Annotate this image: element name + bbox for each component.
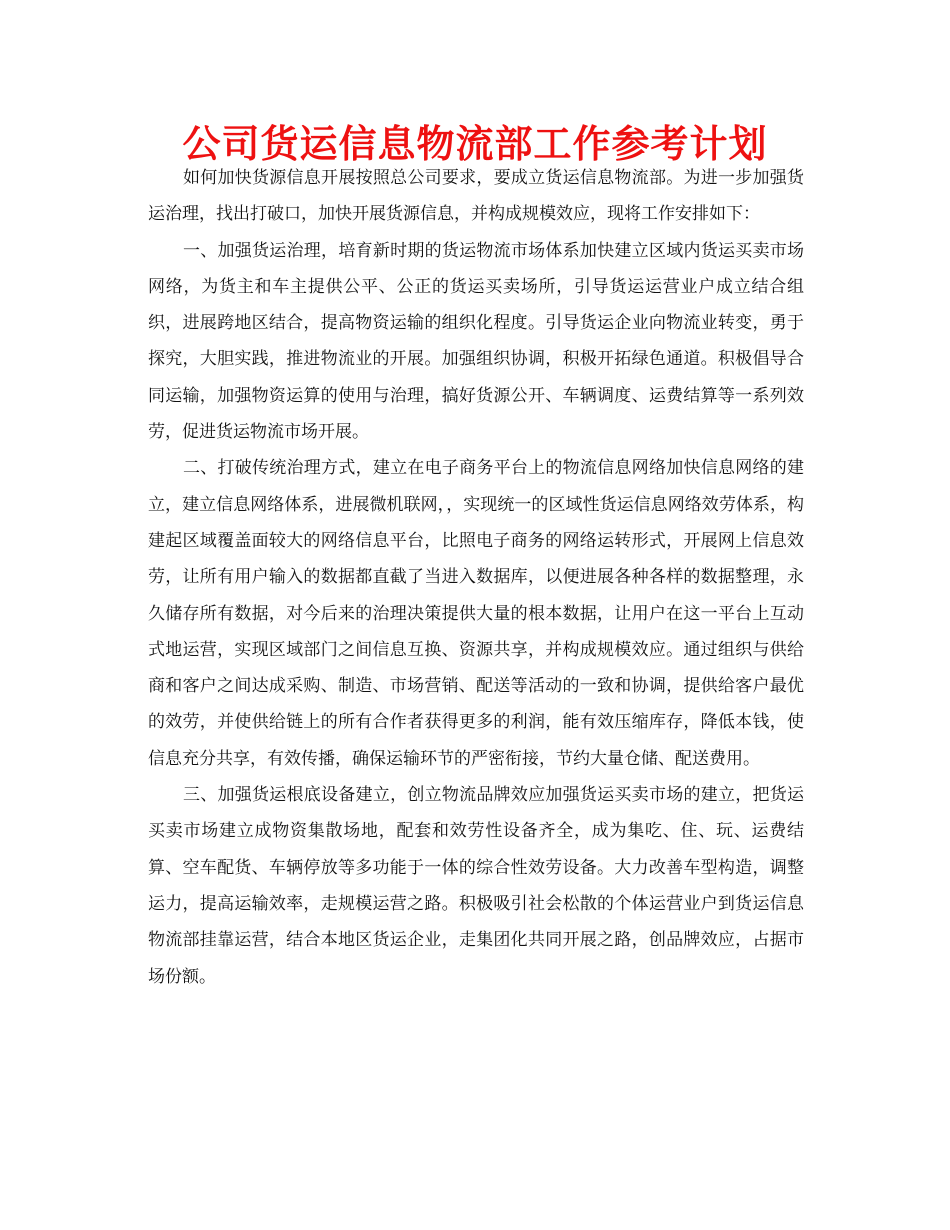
document-title: 公司货运信息物流部工作参考计划 xyxy=(182,121,768,166)
document-body xyxy=(148,160,804,995)
section-two-paragraph: 二、打破传统治理方式，建立在电子商务平台上的物流信息网络加快信息网络的建立，建立信息网络体系，进展微机联网，，实现统一的区域性货运信息网络效劳体系，构建起区域覆盖面较大的网络信息平台，比照电子商务的网络运转形式，开展网上信息效劳，让所有用户输入的数据都直截了当进入数据库，以便进展各种各样的数据整理，永久储存所有数据，对今后来的治理决策提供大量的根本数据，让用户在这一平台上互动式地运营，实现区域部门之间信息互换、资源共享，并构成规模效应。通过组织与供给商和客户之间达成采购、制造、市场营销、配送等活动的一致和协调，提供给客户最优的效劳，并使供给链上的所有合作者获得更多的利润，能有效压缩库存，降低本钱，使信息充分共享，有效传播，确保运输环节的严密衔接，节约大量仓储、配送费用。 xyxy=(148,458,804,769)
intro-paragraph: 如何加快货源信息开展按照总公司要求，要成立货运信息物流部。为进一步加强货运治理，找出打破口，加快开展货源信息，并构成规模效应，现将工作安排如下： xyxy=(148,168,804,225)
section-three-paragraph: 三、加强货运根底设备建立，创立物流品牌效应加强货运买卖市场的建立，把货运买卖市场建立成物资集散场地，配套和效劳性设备齐全，成为集吃、住、玩、运费结算、空车配货、车辆停放等多功能于一体的综合性效劳设备。大力改善车型构造，调整运力，提高运输效率，走规模运营之路。积极吸引社会松散的个体运营业户到货运信息物流部挂靠运营，结合本地区货运企业，走集团化共同开展之路，创品牌效应，占据市场份额。 xyxy=(148,785,804,987)
section-one-paragraph: 一、加强货运治理，培育新时期的货运物流市场体系加快建立区域内货运买卖市场网络，为货主和车主提供公平、公正的货运买卖场所，引导货运运营业户成立结合组织，进展跨地区结合，提高物资运输的组织化程度。引导货运企业向物流业转变，勇于探究，大胆实践，推进物流业的开展。加强组织协调，积极开拓绿色通道。积极倡导合同运输，加强物资运算的使用与治理，搞好货源公开、车辆调度、运费结算等一系列效劳，促进货运物流市场开展。 xyxy=(148,240,804,443)
